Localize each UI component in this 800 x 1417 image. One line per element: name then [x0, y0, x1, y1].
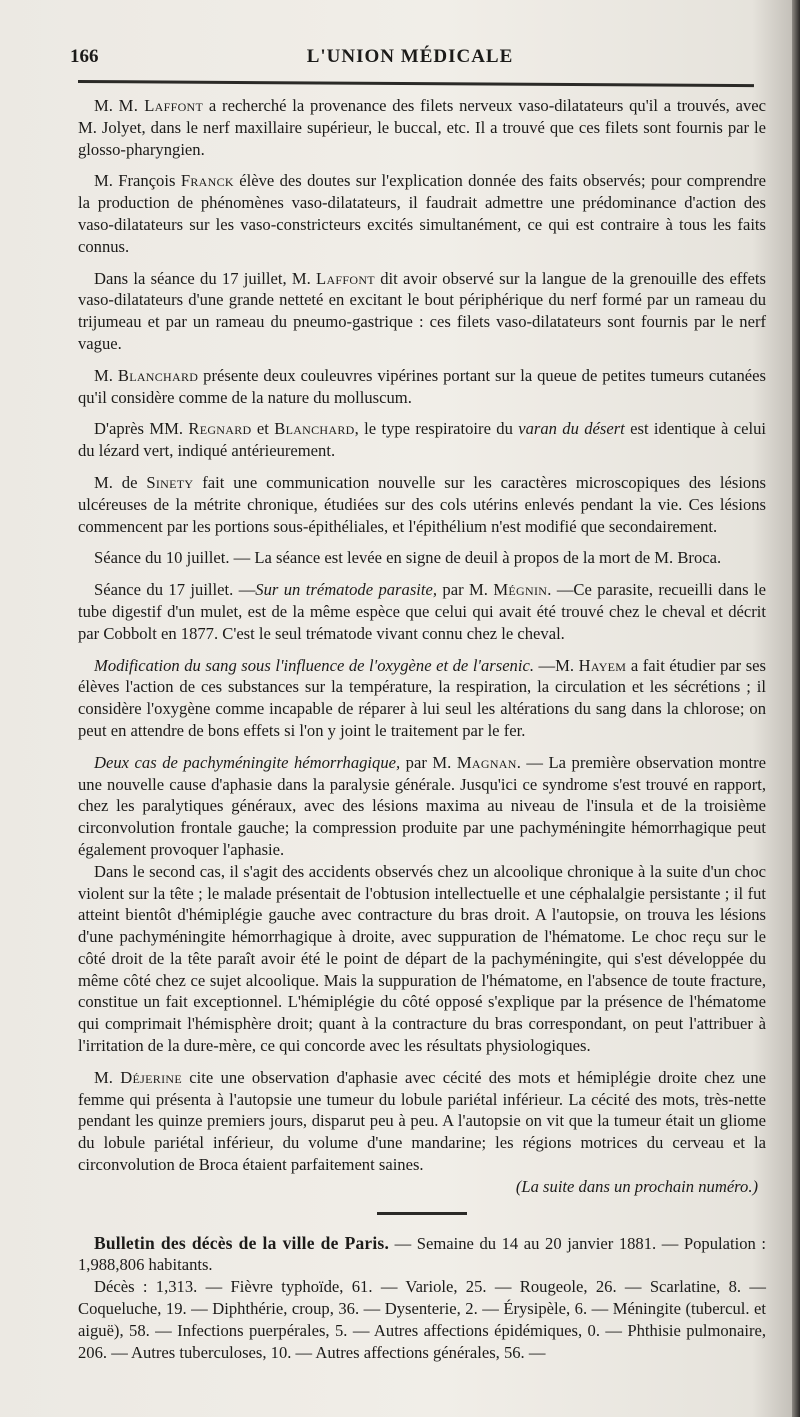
- bulletin-heading: [78, 1233, 766, 1277]
- author-name: Regnard: [188, 419, 252, 439]
- article-body: [78, 95, 766, 1373]
- species-name: varan du désert: [518, 419, 625, 439]
- paragraph-text: présente deux couleuvres vipérines portant sur la queue de petites tumeurs cutanées qu'il considère comme de la nature du molluscum.: [78, 365, 766, 407]
- paragraph-text: est identique à celui du lézard vert, indiqué antérieurement.: [78, 419, 766, 461]
- paragraph-conjunction: par M.: [437, 580, 494, 600]
- paragraph-hayem: [78, 655, 766, 742]
- section-divider: [377, 1212, 467, 1215]
- author-name: Franck: [180, 171, 234, 191]
- page-edge-shadow: [792, 0, 800, 1417]
- paragraph-laffont-2: [78, 268, 766, 355]
- paragraph-prefix: M.: [94, 365, 118, 385]
- paragraph-prefix: Séance du 17 juillet. —: [94, 580, 256, 600]
- paragraph-text: a recherché la provenance des filets nerveux vaso-dilatateurs qu'il a trouvés, avec M. Jolyet, dans le nerf maxillaire supérieur, le buccal, etc. Il a trouvé que ces filets sont fournis par le glosso-pharyngien.: [78, 96, 766, 159]
- author-name: Blanchard: [117, 365, 199, 385]
- paragraph-text: dit avoir observé sur la langue de la grenouille des effets vaso-dilatateurs d'une grande netteté en excitant le bout périphérique du nerf formé par un rameau du trijumeau et par un rameau du pneumo-gastrique : ces filets vaso-dilatateurs sont fournis par le nerf vague.: [78, 268, 766, 353]
- author-name: Sinety: [146, 472, 194, 492]
- author-name: M. Laffont: [118, 96, 204, 115]
- author-name: Laffont: [316, 268, 375, 288]
- paragraph-text: élève des doutes sur l'explication donnée des faits observés; pour comprendre la production de phénomènes vaso-dilatateurs, il faudrait admettre une prédominance d'action des vaso-dilatateurs sur les vaso-constricteurs excités simultanément, ce qui est contraire à tous les faits connus.: [78, 171, 766, 256]
- paragraph-prefix: Dans la séance du 17 juillet, M.: [94, 268, 317, 288]
- paragraph-text: fait une communication nouvelle sur les caractères microscopiques des lésions ulcéreuses de la métrite chronique, étudiées sur des cols utérins enlevés pendant la vie. Ces lésions commencent par les portions sous-épithéliales, et l'épithélium n'est modifié que secondairement.: [78, 472, 766, 536]
- author-name: Déjerine: [120, 1067, 182, 1087]
- paragraph-prefix: D'après MM.: [94, 419, 189, 439]
- bulletin-statistics: Décès : 1,313. — Fièvre typhoïde, 61. — Variole, 25. — Rougeole, 26. — Scarlatine, 8. — Coqueluche, 19. — Diphthérie, croup, 36. — Dysenterie, 2. — Érysipèle, 6. — Méningite (tubercul. et aiguë), 58. — Infections puerpérales, 5. — Autres affections épidémiques, 0. — Phthisie pulmonaire, 206. — Autres tuberculoses, 10. — Autres affections générales, 56. —: [78, 1277, 766, 1362]
- running-title: L'UNION MÉDICALE: [306, 46, 514, 67]
- paragraph-text: a fait étudier par ses élèves l'action de ces substances sur la température, la respiration, la circulation et les sécrétions ; il considère l'oxygène comme incapable de réparer à lui seul les altérations du sang dans la chlorose; on peut en attendre de bons effets si l'on y joint le traitement par le fer.: [78, 655, 766, 740]
- paragraph-second-case: Dans le second cas, il s'agit des accidents observés chez un alcoolique chronique à la suite d'un choc violent sur la tête ; le malade présentait de l'obtusion intellectuelle et une céphalalgie persistante ; il fut atteint bientôt d'hémiplégie gauche avec contracture du bras droit. A l'autopsie, on trouva les lésions d'une pachyméningite hémorrhagique à droite, avec suppuration de l'hématome. Le choc reçu sur le côté droit de la tête paraît avoir été le point de départ de la pachyméningite, qui s'est développée du même côté chez ce sujet alcoolique. Mais la suppuration de l'hématome, en l'absence de toute fracture, constitue un fait exceptionnel. L'hémiplégie du côté opposé s'explique par la présence de l'hématome qui comprimait l'hémisphère droit; quant à la contracture du bras correspondant, on peut l'attribuer à l'irritation de la dure-mère, ce qui concorde avec les résultats physiologiques.: [78, 861, 766, 1056]
- paragraph-text: . —Ce parasite, recueilli dans le tube digestif d'un mulet, est de la même espèce que celui qui avait été trouvé chez le cheval et décrit par Cobbolt en 1877. C'est le seul trématode vivant connu chez le cheval.: [78, 580, 766, 643]
- bulletin-title: Bulletin des décès de la ville de Paris.: [94, 1232, 390, 1253]
- page-number: 166: [70, 46, 99, 67]
- paragraph-blanchard: [78, 365, 766, 409]
- author-name: Blanchard: [274, 419, 355, 439]
- communication-title: Modification du sang sous l'influence de l'oxygène et de l'arsenic.: [94, 655, 534, 675]
- paragraph-sinety: [78, 472, 766, 537]
- paragraph-prefix: M. de: [94, 472, 147, 492]
- author-name: Hayem: [578, 655, 627, 675]
- paragraph-laffont: M. M. Laffont a recherché la provenance des filets nerveux vaso-dilatateurs qu'il a trouvés, avec M. Jolyet, dans le nerf maxillaire supérieur, le buccal, etc. Il a trouvé que ces filets sont fournis par le glosso-pharyngien.: [78, 96, 766, 159]
- paragraph-text: , le type respiratoire du: [354, 419, 519, 439]
- continued-note: (La suite dans un prochain numéro.): [515, 1176, 758, 1196]
- paragraph-prefix: M.: [94, 1067, 121, 1087]
- paragraph-regnard-blanchard: [78, 418, 766, 462]
- paragraph-text: cite une observation d'aphasie avec cécité des mots et hémiplégie droite chez une femme qui présenta à l'autopsie une tumeur du lobule pariétal inférieur. La cécité des mots, très-nette pendant les quinze premiers jours, disparut peu à peu. A l'autopsie on vit que la tumeur était un gliome du lobule pariétal inférieur, du volume d'une mandarine; les régions motrices du cerveau et la circonvolution de Broca étaient parfaitement saines.: [78, 1067, 766, 1175]
- paragraph-conjunction: et: [251, 419, 275, 439]
- communication-title: Sur un trématode parasite,: [255, 580, 438, 600]
- paragraph-dejerine: [78, 1067, 766, 1176]
- paragraph-text: . — La première observation montre une nouvelle cause d'aphasie dans la paralysie générale. Jusqu'ici ce syndrome s'est trouvé en rapport, chez les paralytiques généraux, avec des lésions maxima au niveau de l'insula et de la troisième circonvolution frontale gauche; la compression produite par une pachyméningite hémorrhagique peut également provoquer l'aphasie.: [78, 752, 766, 859]
- page-header: [70, 44, 750, 74]
- paragraph-franck: [78, 170, 766, 257]
- paragraph-prefix: M. François: [94, 171, 181, 191]
- paragraph-magnan: [78, 752, 766, 861]
- bulletin-intro: — Semaine du 14 au 20 janvier 1881. — Population : 1,988,806 habitants.: [78, 1233, 766, 1275]
- author-name: Mégnin: [493, 580, 548, 600]
- communication-title: Deux cas de pachyméningite hémorrhagique,: [94, 752, 401, 772]
- author-name: Magnan: [456, 752, 517, 772]
- paragraph-seance-10-juillet: Séance du 10 juillet. — La séance est levée en signe de deuil à propos de la mort de M. Broca.: [94, 548, 722, 568]
- paragraph-conjunction: —M.: [533, 655, 579, 675]
- paragraph-megnin: [78, 579, 766, 644]
- header-rule: [78, 80, 754, 87]
- paragraph-conjunction: par M.: [400, 752, 457, 772]
